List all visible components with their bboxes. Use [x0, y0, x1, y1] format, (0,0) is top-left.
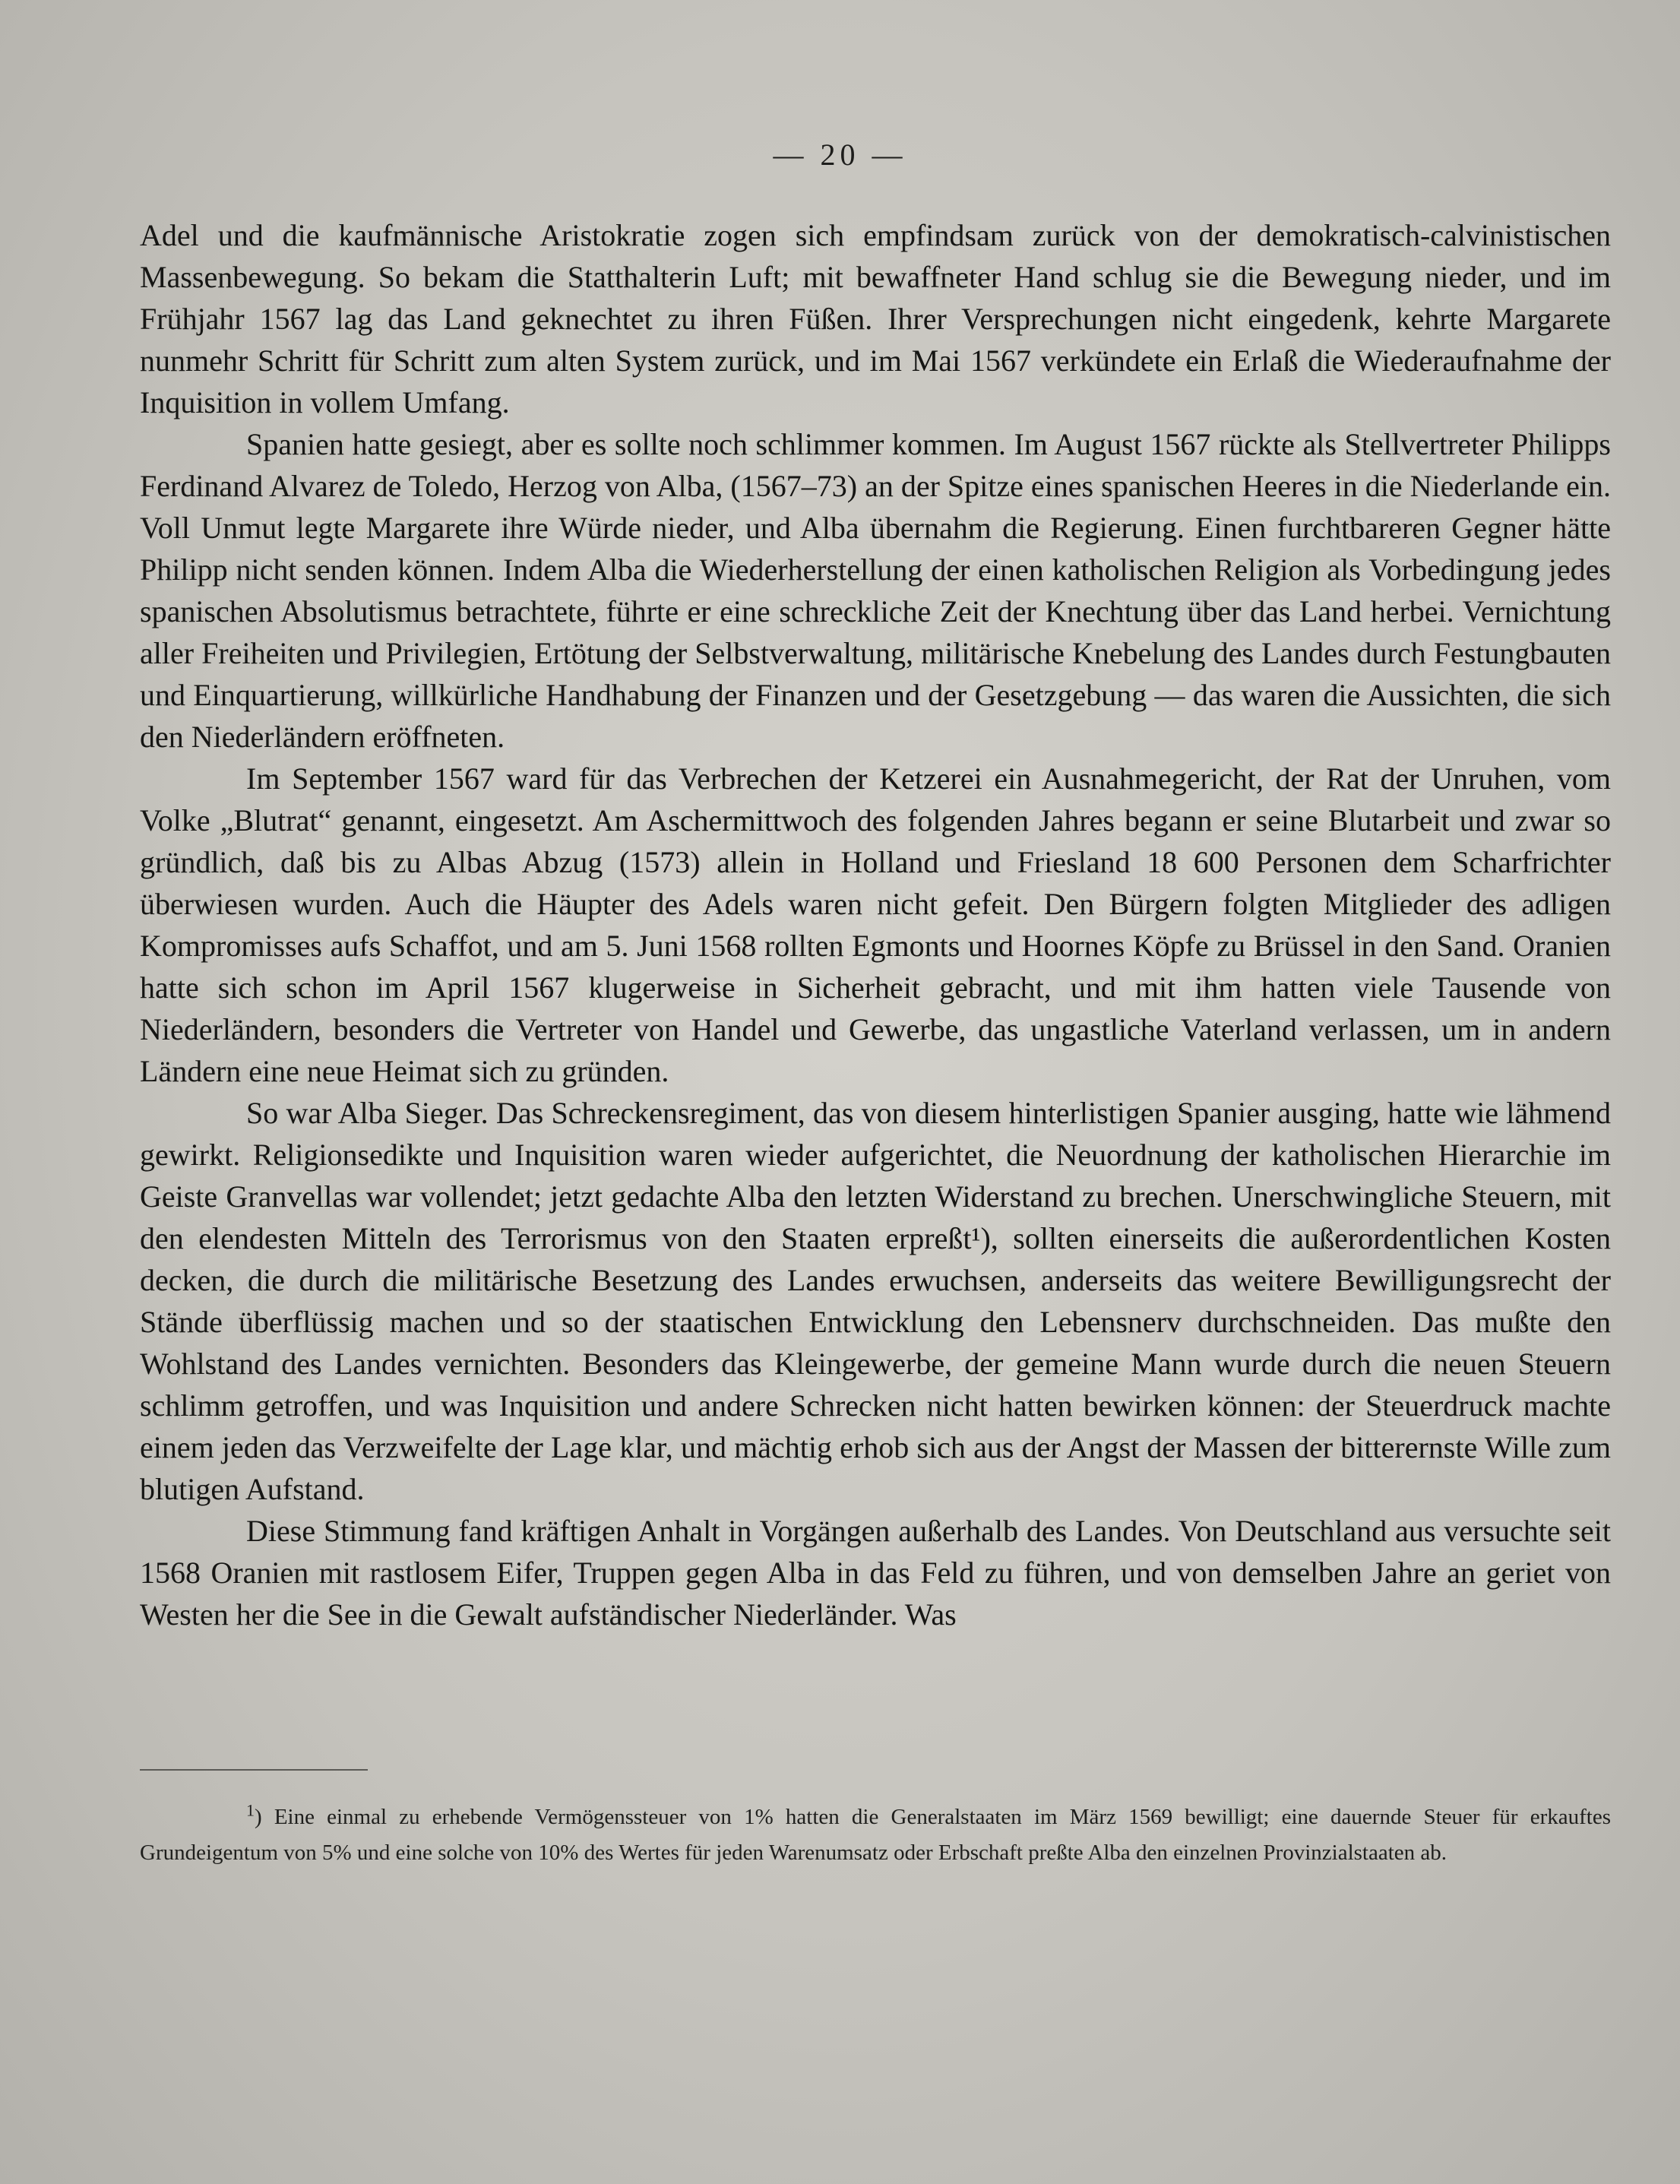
- footnote-divider: [140, 1769, 368, 1771]
- paragraph: Im September 1567 ward für das Verbrechen der Ketzerei ein Ausnahmegericht, der Rat der Unruhen, vom Volke „Blutrat“ genannt, eingesetzt. Am Aschermittwoch des folgenden Jahres begann er seine Blutarbeit und zwar so gründlich, daß bis zu Albas Abzug (1573) allein in Holland und Friesland 18 600 Personen dem Scharfrichter überwiesen wurden. Auch die Häupter des Adels waren nicht gefeit. Den Bürgern folgten Mitglieder des adligen Kompromisses aufs Schaffot, und am 5. Juni 1568 rollten Egmonts und Hoornes Köpfe zu Brüssel in den Sand. Oranien hatte sich schon im April 1567 klugerweise in Sicherheit gebracht, und mit ihm hatten viele Tausende von Niederländern, besonders die Vertreter von Handel und Gewerbe, das ungastliche Vaterland verlassen, um in andern Ländern eine neue Heimat sich zu gründen.: [140, 761, 1611, 1088]
- paragraph: Spanien hatte gesiegt, aber es sollte noch schlimmer kommen. Im August 1567 rückte als Stellvertreter Philipps Ferdinand Alvarez de Toledo, Herzog von Alba, (1567–73) an der Spitze eines spanischen Heeres in die Niederlande ein. Voll Unmut legte Margarete ihre Würde nieder, und Alba übernahm die Regierung. Einen furchtbareren Gegner hätte Philipp nicht senden können. Indem Alba die Wiederherstellung der einen katholischen Religion als Vorbedingung jedes spanischen Absolutismus betrachtete, führte er eine schreckliche Zeit der Knechtung über das Land herbei. Vernichtung aller Freiheiten und Privilegien, Ertötung der Selbstverwaltung, militärische Knebelung des Landes durch Festungbauten und Einquartierung, willkürliche Handhabung der Finanzen und der Gesetzgebung — das waren die Aussichten, die sich den Niederländern eröffneten.: [140, 427, 1611, 754]
- paragraph: Diese Stimmung fand kräftigen Anhalt in Vorgängen außerhalb des Landes. Von Deutschland aus versuchte seit 1568 Oranien mit rastlosem Eifer, Truppen gegen Alba in das Feld zu führen, und von demselben Jahre an geriet von Westen her die See in die Gewalt aufständischer Niederländer. Was: [140, 1514, 1611, 1632]
- page-number: — 20 —: [773, 138, 907, 172]
- footnote-text: ) Eine einmal zu erhebende Vermögenssteuer von 1% hatten die Generalstaaten im März 1569 bewilligt; eine dauernde Steuer für erkauftes Grundeigentum von 5% und eine solche von 10% des Wertes für jeden Warenumsatz oder Erbschaft preßte Alba den einzelnen Provinzialstaaten ab.: [140, 1805, 1611, 1865]
- body-text: [140, 214, 1611, 1635]
- footnote-mark: 1: [246, 1800, 255, 1820]
- paragraph: So war Alba Sieger. Das Schreckensregiment, das von diesem hinterlistigen Spanier ausging, hatte wie lähmend gewirkt. Religionsedikte und Inquisition waren wieder aufgerichtet, die Neuordnung der katholischen Hierarchie im Geiste Granvellas war vollendet; jetzt gedachte Alba den letzten Widerstand zu brechen. Unerschwingliche Steuern, mit den elendesten Mitteln des Terrorismus von den Staaten erpreßt¹), sollten einerseits die außerordentlichen Kosten decken, die durch die militärische Besetzung des Landes erwuchsen, anderseits das weitere Bewilligungsrecht der Stände überflüssig machen und so der staatischen Entwicklung den Lebensnerv durchschneiden. Das mußte den Wohlstand des Landes vernichten. Besonders das Kleingewerbe, der gemeine Mann wurde durch die neuen Steuern schlimm getroffen, und was Inquisition und andere Schrecken nicht hatten bewirken können: der Steuerdruck machte einem jeden das Verzweifelte der Lage klar, und mächtig erhob sich aus der Angst der Massen der bitterernste Wille zum blutigen Aufstand.: [140, 1096, 1611, 1506]
- paragraph: Adel und die kaufmännische Aristokratie zogen sich empfindsam zurück von der demokratisch-calvinistischen Massenbewegung. So bekam die Statthalterin Luft; mit bewaffneter Hand schlug sie die Bewegung nieder, und im Frühjahr 1567 lag das Land geknechtet zu ihren Füßen. Ihrer Versprechungen nicht eingedenk, kehrte Margarete nunmehr Schritt für Schritt zum alten System zurück, und im Mai 1567 verkündete ein Erlaß die Wiederaufnahme der Inquisition in vollem Umfang.: [140, 218, 1611, 419]
- footnote: [140, 1799, 1611, 1871]
- footnotes: [140, 1799, 1611, 1871]
